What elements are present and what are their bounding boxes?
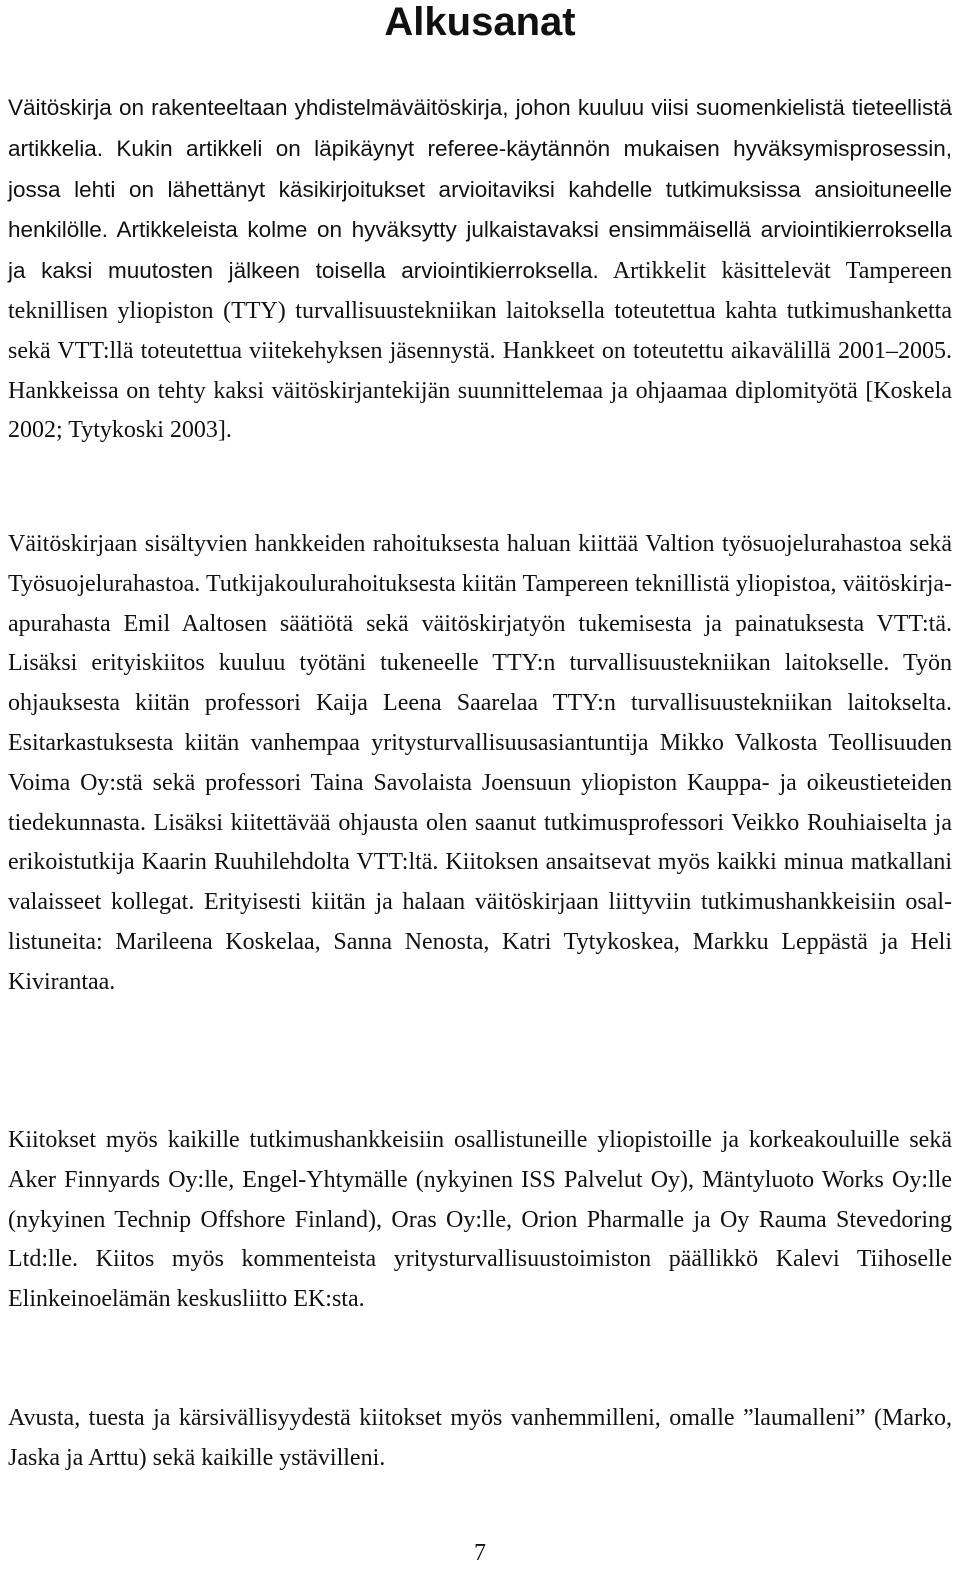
page-number: 7 — [474, 1540, 486, 1566]
paragraph-funding-thanks: Väitöskirjaan sisältyvien hankkeiden rahoituksesta haluan kiittää Valtion työsuojelurahastoa sekä Työsuojelurahastoa. Tutkijakoulurahoituksesta kiitän Tampereen teknillistä yliopistoa, väitöskirja-apurahasta Emil Aaltosen säätiötä sekä väitöskirjatyön tukemisesta ja painatuksesta VTT:tä. Lisäksi erityiskiitos kuuluu työtäni tukeneelle TTY:n turvallisuustekniikan laitokselle. Työn ohjauksesta kiitän professori Kaija Leena Saarelaa TTY:n turvallisuustekniikan laitokselta. Esitarkastuksesta kiitän vanhempaa yritysturvallisuusasiantuntija Mikko Valkosta Teollisuuden Voima Oy:stä sekä professori Taina Savolaista Joensuun yliopiston Kauppa- ja oikeustieteiden tiedekunnasta. Lisäksi kiitettävää ohjausta olen saanut tutkimusprofessori Veikko Rouhiaiselta ja erikoistutkija Kaarin Ruuhilehdolta VTT:ltä. Kiitoksen ansaitsevat myös kaikki minua matkallani valaisseet kollegat. Erityisesti kiitän ja halaan väitöskirjaan liittyviin tutkimushankkeisiin osallistuneita: Marileena Koskelaa, Sanna Nenosta, Katri Tytykoskea, Markku Leppästä ja Heli Kivirantaa. — [8, 531, 952, 995]
page-title: Alkusanat — [384, 0, 576, 44]
paragraph-articles-body: Artikkelit käsittelevät Tampereen teknillisen yliopiston (TTY) turvallisuustekniikan laitoksella toteutettua kahta tutkimushanketta sekä VTT:llä toteutettua viitekehyksen jäsennystä. Hankkeet on toteutettu aikavälillä 2001–2005. Hankkeissa on tehty kaksi väitöskirjantekijän suunnittelemaa ja ohjaamaa diplomityötä [Koskela 2002; Tytykoski 2003]. — [8, 258, 952, 444]
paragraph-articles-lead: Väitöskirja on rakenteeltaan yhdistelmäväitöskirja, johon kuuluu viisi suomenkielistä tieteellistä artikkelia. Kukin artikkeli on läpikäynyt referee-käytännön mukaisen hyväksymisprosessin, jossa lehti on lähettänyt käsikirjoitukset arvioitaviksi kahdelle tutkimuksissa ansioituneelle henkilölle. Artikkeleista kolme on hyväksytty julkaistavaksi ensimmäisellä arviointikierroksella ja kaksi muutosten jälkeen toisella arviointikierroksella. — [8, 95, 952, 284]
paragraph-family-thanks: Avusta, tuesta ja kärsivällisyydestä kiitokset myös vanhemmilleni, omalle ”laumalleni” (Marko, Jaska ja Arttu) sekä kaikille ystävilleni. — [8, 1405, 952, 1471]
paragraph-partner-thanks: Kiitokset myös kaikille tutkimushankkeisiin osallistuneille yliopistoille ja korkeakouluille sekä Aker Finnyards Oy:lle, Engel-Yhtymälle (nykyinen ISS Palvelut Oy), Mäntyluoto Works Oy:lle (nykyinen Technip Offshore Finland), Oras Oy:lle, Orion Pharmalle ja Oy Rauma Stevedoring Ltd:lle. Kiitos myös kommenteista yritysturvallisuustoimiston päällikkö Kalevi Tiihoselle Elinkeinoelämän keskusliitto EK:sta. — [8, 1127, 952, 1313]
paragraph-articles — [8, 88, 952, 451]
